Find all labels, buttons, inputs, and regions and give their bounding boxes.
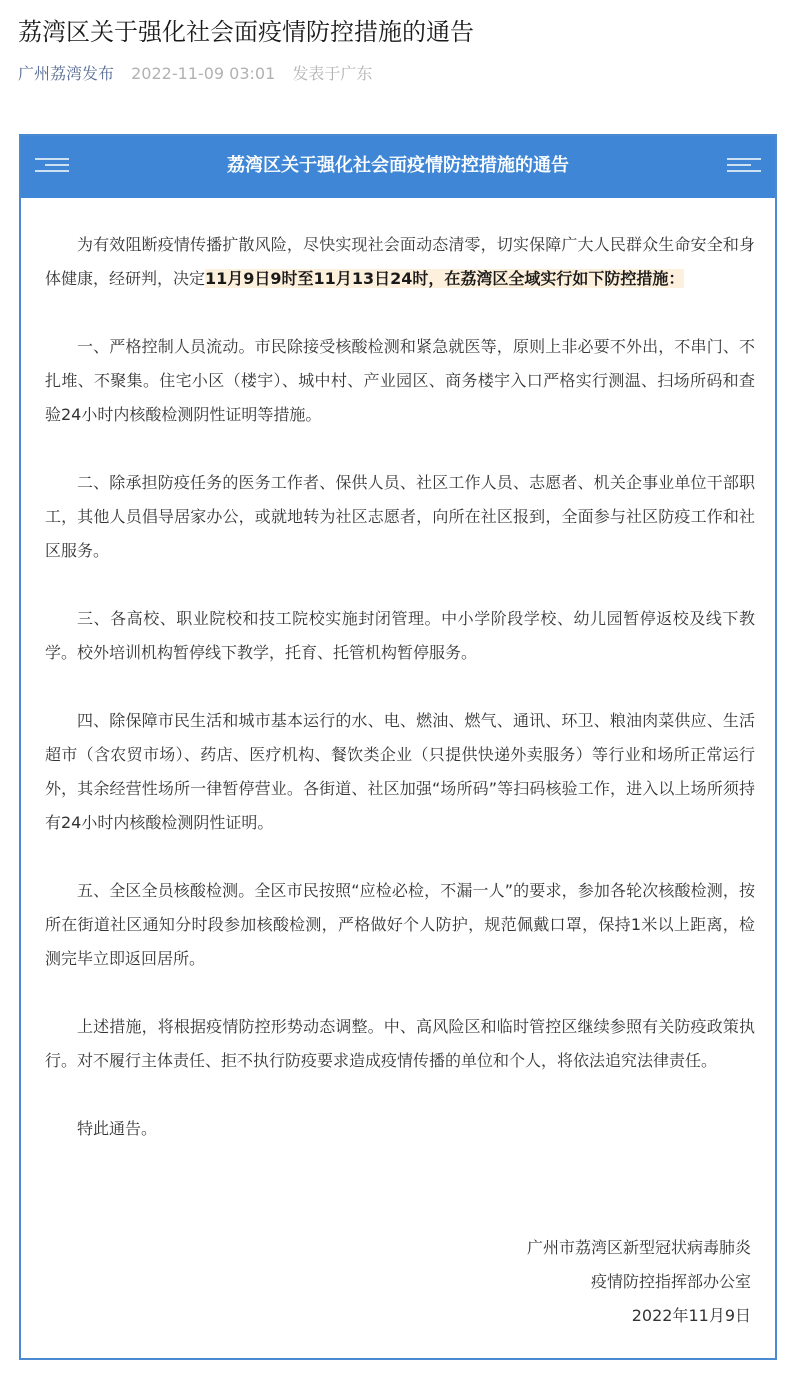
notice-header-title: 荔湾区关于强化社会面疫情防控措施的通告: [227, 155, 569, 176]
signature-block: [527, 1231, 751, 1333]
notice-box: [19, 134, 777, 1360]
notice-header: [21, 136, 775, 198]
notice-body: [45, 228, 755, 1146]
closing-paragraph: 特此通告。: [77, 1119, 158, 1138]
signature-org-line1: 广州市荔湾区新型冠状病毒肺炎: [526, 1238, 751, 1257]
measure-2-paragraph: 二、除承担防疫任务的医务工作者、保供人员、社区工作人员、志愿者、机关企事业单位干部职工，其他人员倡导居家办公，或就地转为社区志愿者，向所在社区报到，全面参与社区防疫工作和社区服务。: [45, 473, 755, 560]
publish-location: 发表于广东: [292, 64, 373, 83]
measure-3-paragraph: 三、各高校、职业院校和技工院校实施封闭管理。中小学阶段学校、幼儿园暂停返校及线下教学。校外培训机构暂停线下教学，托育、托管机构暂停服务。: [45, 609, 755, 662]
intro-paragraph: [45, 228, 755, 296]
decorative-lines-icon: [727, 158, 761, 172]
measure-1-paragraph: 一、严格控制人员流动。市民除接受核酸检测和紧急就医等，原则上非必要不外出，不串门、不扎堆、不聚集。住宅小区（楼宇）、城中村、产业园区、商务楼宇入口严格实行测温、扫场所码和查验24小时内核酸检测阴性证明等措施。: [45, 337, 755, 424]
article-title: 荔湾区关于强化社会面疫情防控措施的通告: [18, 18, 474, 46]
adjustment-paragraph: 上述措施，将根据疫情防控形势动态调整。中、高风险区和临时管控区继续参照有关防疫政策执行。对不履行主体责任、拒不执行防疫要求造成疫情传播的单位和个人，将依法追究法律责任。: [45, 1017, 755, 1070]
account-name-link[interactable]: 广州荔湾发布: [18, 64, 115, 83]
signature-org-line2: 疫情防控指挥部办公室: [590, 1272, 751, 1291]
signature-date: 2022年11月9日: [631, 1306, 751, 1325]
publish-time: 2022-11-09 03:01: [131, 64, 276, 83]
intro-text: 为有效阻断疫情传播扩散风险，尽快实现社会面动态清零，切实保障广大人民群众生命安全和身体健康，经研判，决定: [45, 235, 755, 288]
measure-4-paragraph: 四、除保障市民生活和城市基本运行的水、电、燃油、燃气、通讯、环卫、粮油肉菜供应、生活超市（含农贸市场）、药店、医疗机构、餐饮类企业（只提供快递外卖服务）等行业和场所正常运行外，其余经营性场所一律暂停营业。各街道、社区加强“场所码”等扫码核验工作，进入以上场所须持有24小时内核酸检测阴性证明。: [45, 711, 755, 832]
intro-highlight: 11月9日9时至11月13日24时，在荔湾区全域实行如下防控措施：: [205, 269, 685, 288]
article-meta: [18, 62, 384, 86]
measure-5-paragraph: 五、全区全员核酸检测。全区市民按照“应检必检，不漏一人”的要求，参加各轮次核酸检测，按所在街道社区通知分时段参加核酸检测，严格做好个人防护，规范佩戴口罩，保持1米以上距离，检测完毕立即返回居所。: [45, 881, 755, 968]
